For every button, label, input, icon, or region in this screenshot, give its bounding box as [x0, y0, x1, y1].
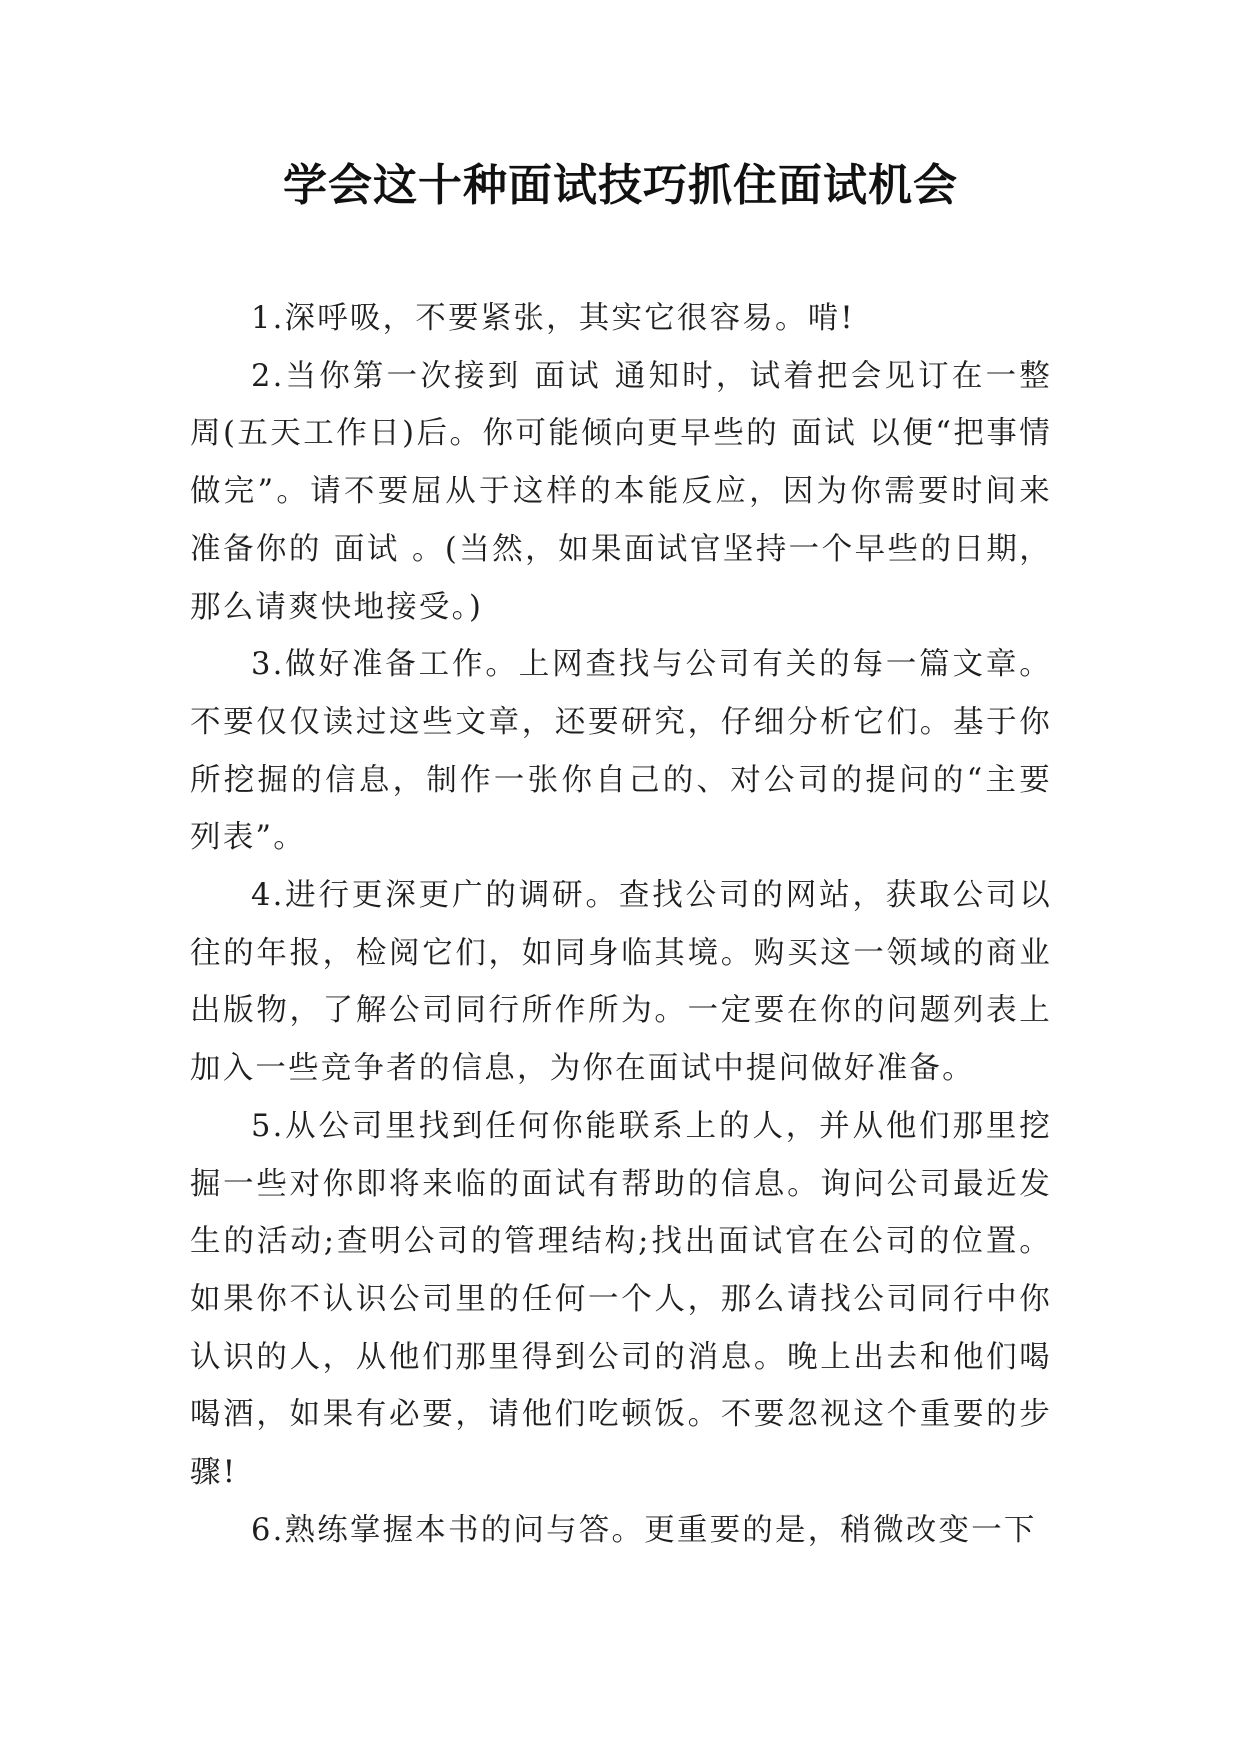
paragraph-4: 4.进行更深更广的调研。查找公司的网站，获取公司以往的年报，检阅它们，如同身临其境。购买这一领域的商业出版物，了解公司同行所作所为。一定要在你的问题列表上加入一些竞争者的信息，为你在面试中提问做好准备。: [190, 878, 1052, 1087]
paragraph-3: 3.做好准备工作。上网查找与公司有关的每一篇文章。不要仅仅读过这些文章，还要研究，仔细分析它们。基于你所挖掘的信息，制作一张你自己的、对公司的提问的“主要列表”。: [190, 647, 1052, 856]
document-title: 学会这十种面试技巧抓住面试机会: [283, 160, 958, 211]
paragraph-5: 5.从公司里找到任何你能联系上的人，并从他们那里挖掘一些对你即将来临的面试有帮助的信息。询问公司最近发生的活动;查明公司的管理结构;找出面试官在公司的位置。如果你不认识公司里的任何一个人，那么请找公司同行中你认识的人，从他们那里得到公司的消息。晚上出去和他们喝喝酒，如果有必要，请他们吃顿饭。不要忽视这个重要的步骤!: [190, 1108, 1052, 1491]
document-body: [190, 290, 1052, 1559]
paragraph-2: 2.当你第一次接到 面试 通知时，试着把会见订在一整周(五天工作日)后。你可能倾向更早些的 面试 以便“把事情做完”。请不要屈从于这样的本能反应，因为你需要时间来准备你的 面试 。(当然，如果面试官坚持一个早些的日期，那么请爽快地接受。): [190, 358, 1052, 625]
paragraph-1: 1.深呼吸，不要紧张，其实它很容易。啃!: [251, 301, 855, 336]
paragraph-6: 6.熟练掌握本书的问与答。更重要的是，稍微改变一下: [251, 1512, 1037, 1548]
